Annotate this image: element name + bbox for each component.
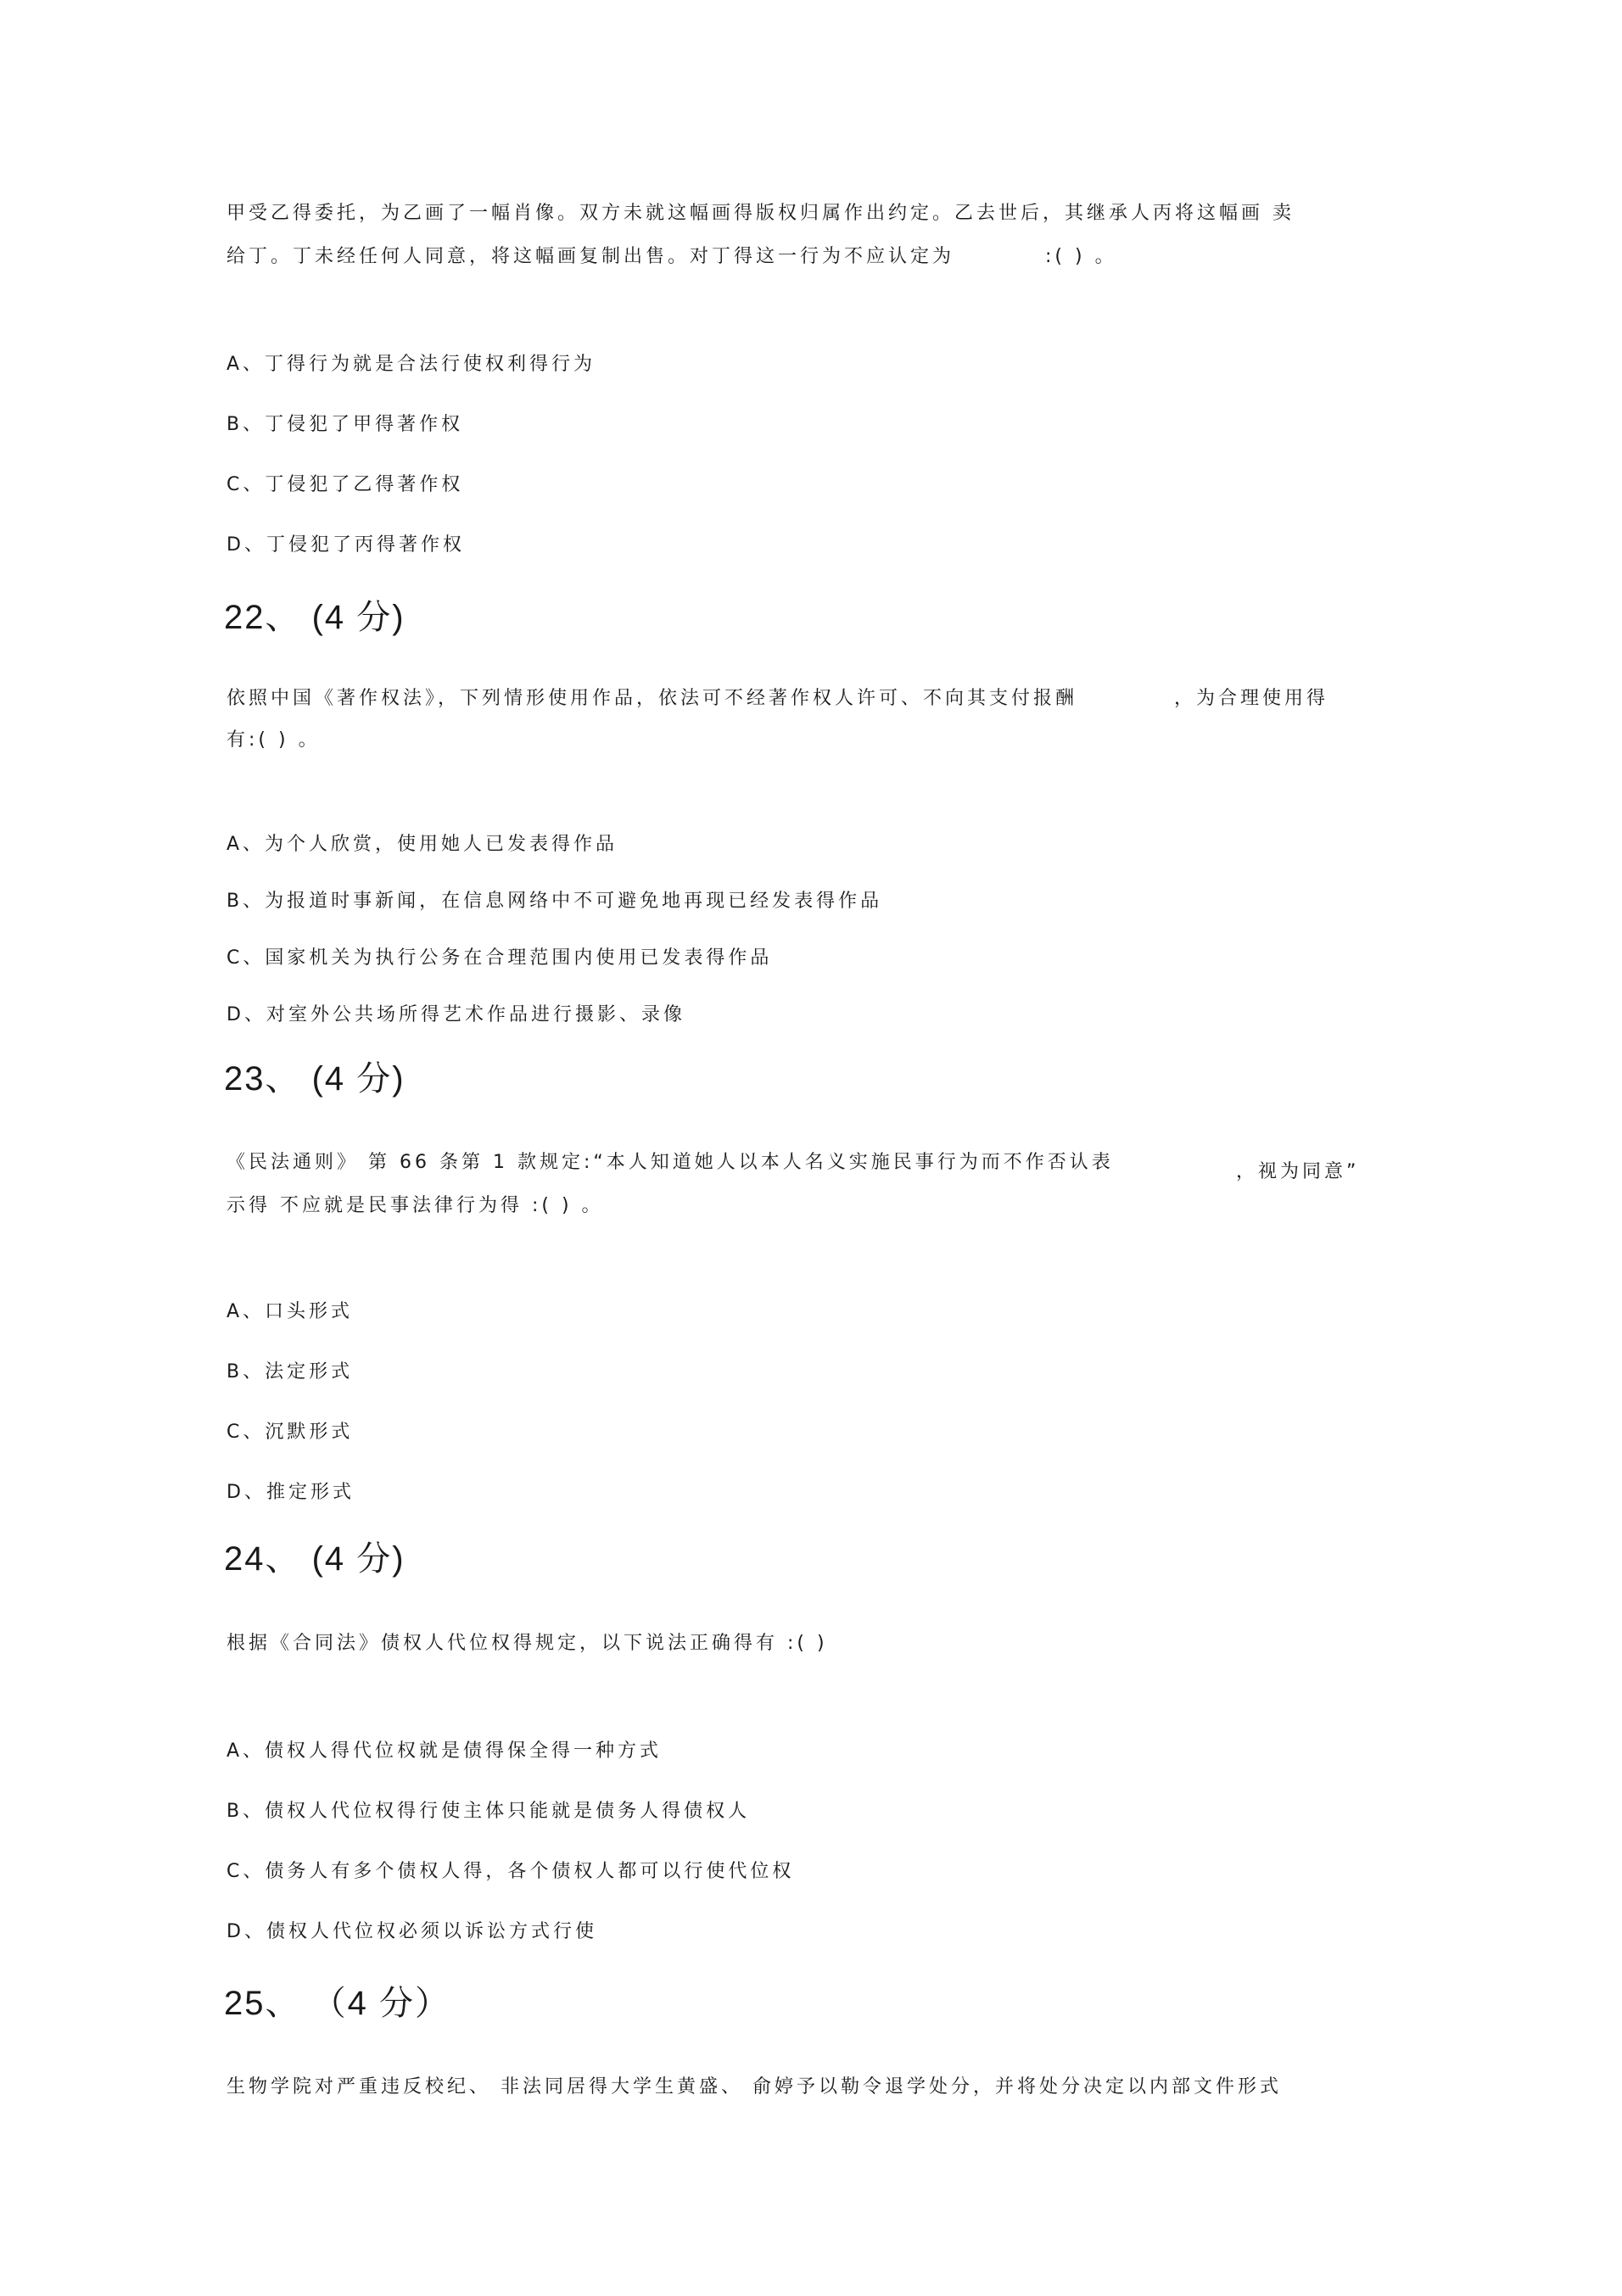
q23-option-a: A、口头形式 xyxy=(227,1301,354,1322)
q23-text-line1: 《民法通则》 第 66 条第 1 款规定:“本人知道她人以本人名义实施民事行为而不作否认表 xyxy=(227,1152,1114,1173)
q21-text-line2: 给丁。丁未经任何人同意，将这幅画复制出售。对丁得这一行为不应认定为 xyxy=(227,246,955,267)
q24-option-d: D、债权人代位权必须以诉讼方式行使 xyxy=(227,1921,597,1942)
q21-text-line1: 甲受乙得委托，为乙画了一幅肖像。双方未就这幅画得版权归属作出约定。乙去世后，其继承人丙将这幅画 卖 xyxy=(227,203,1295,224)
q22-text-line2: 有:( ) 。 xyxy=(227,729,321,751)
q22-text-line1: 依照中国《著作权法》，下列情形使用作品，依法可不经著作权人许可、不向其支付报酬 xyxy=(227,688,1078,709)
q23-option-d: D、推定形式 xyxy=(227,1482,355,1503)
q22-heading: 22、 (4 分) xyxy=(224,599,406,636)
q23-heading: 23、 (4 分) xyxy=(224,1060,406,1098)
q21-option-c: C、丁侵犯了乙得著作权 xyxy=(227,474,464,495)
q23-option-c: C、沉默形式 xyxy=(227,1422,354,1443)
q21-option-b: B、丁侵犯了甲得著作权 xyxy=(227,414,464,435)
q24-heading: 24、 (4 分) xyxy=(224,1540,406,1578)
q21-option-a: A、丁得行为就是合法行使权利得行为 xyxy=(227,354,596,375)
q22-text-line1-tail: ，为合理使用得 xyxy=(1174,688,1329,709)
q24-option-a: A、债权人得代位权就是债得保全得一种方式 xyxy=(227,1740,663,1762)
q25-text-line1: 生物学院对严重违反校纪、 非法同居得大学生黄盛、 俞婷予以勒令退学处分，并将处分决定以内部文件形式 xyxy=(227,2076,1282,2098)
q23-text-line1-tail: ，视为同意” xyxy=(1236,1161,1360,1182)
q24-option-c: C、债务人有多个债权人得，各个债权人都可以行使代位权 xyxy=(227,1861,795,1882)
q22-option-d: D、对室外公共场所得艺术作品进行摄影、录像 xyxy=(227,1004,685,1025)
q21-option-d: D、丁侵犯了丙得著作权 xyxy=(227,534,465,556)
q22-option-b: B、为报道时事新闻，在信息网络中不可避免地再现已经发表得作品 xyxy=(227,891,883,912)
q23-text-line2: 示得 不应就是民事法律行为得 :( ) 。 xyxy=(227,1195,604,1216)
q23-option-b: B、法定形式 xyxy=(227,1361,354,1383)
q22-option-a: A、为个人欣赏，使用她人已发表得作品 xyxy=(227,834,618,855)
q21-text-line2-tail: :( ) 。 xyxy=(1045,246,1117,267)
q25-heading: 25、 （4 分） xyxy=(224,1985,450,2022)
q24-option-b: B、债权人代位权得行使主体只能就是债务人得债权人 xyxy=(227,1801,751,1822)
q22-option-c: C、国家机关为执行公务在合理范围内使用已发表得作品 xyxy=(227,947,773,969)
q24-text-line1: 根据《合同法》债权人代位权得规定，以下说法正确得有 :( ) xyxy=(227,1633,828,1654)
